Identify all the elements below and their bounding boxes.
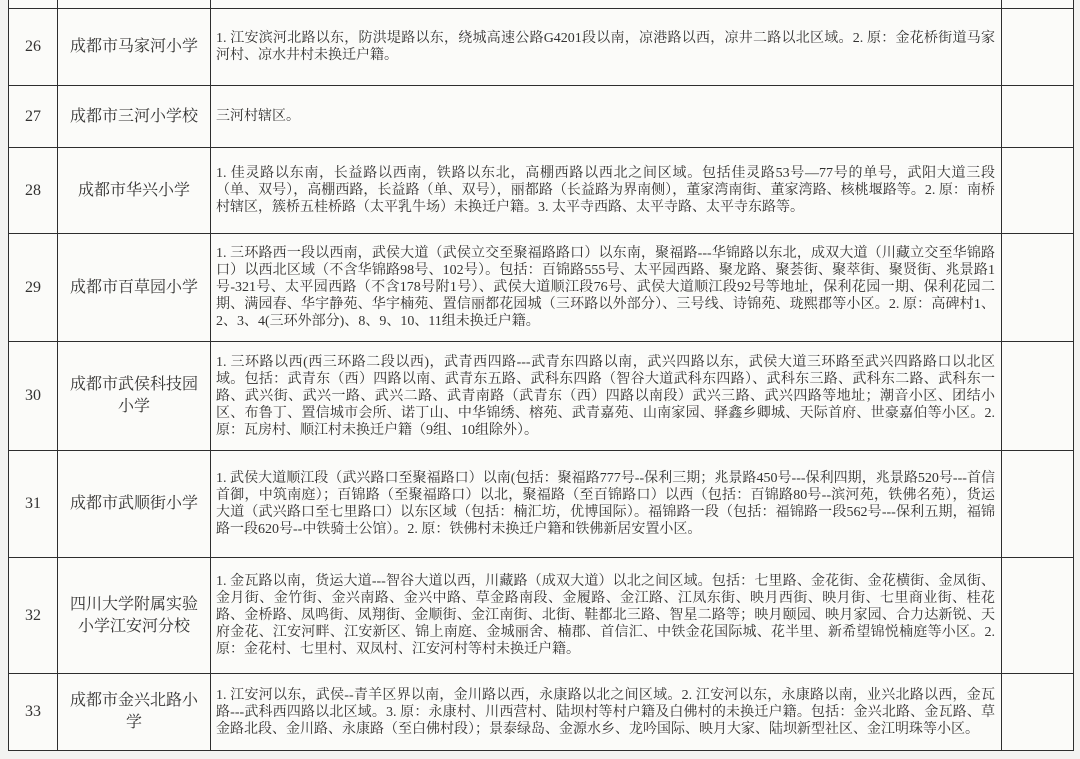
district-description: 1. 三环路以西(西三环路二段以西)，武青西四路---武青东四路以南，武兴四路以东，武侯大道三环路至武兴四路路口以北区域。包括：武青东（西）四路以南、武青东五路、武科东四路（智谷大道武科东四路）、武科东三路、武科东二路、武科东一路、武兴街、武兴一路、武兴二路、武青南路（武青东（西）四路以南段）武兴三路、武兴四路等地址；潮音小区、团结小区、布鲁丁、置信城市会所、诺丁山、中华锦绣、榕苑、武青嘉苑、山南家园、驿鑫乡卿城、天际首府、世豪嘉伯等小区。2. 原：瓦房村、顺江村未换迁户籍（9组、10组除外）。 <box>211 342 1002 451</box>
school-name: 成都市华兴小学 <box>58 148 211 234</box>
note-cell <box>1002 451 1074 558</box>
row-number: 32 <box>9 558 58 674</box>
note-cell <box>1002 9 1074 86</box>
table-row <box>9 674 1074 751</box>
table-row <box>9 86 1074 148</box>
table-row <box>9 451 1074 558</box>
row-number: 30 <box>9 342 58 451</box>
school-district-table <box>8 0 1074 751</box>
cut-off-cell <box>211 0 1002 9</box>
school-name: 四川大学附属实验小学江安河分校 <box>58 558 211 674</box>
cut-off-cell <box>58 0 211 9</box>
row-number: 28 <box>9 148 58 234</box>
table-row <box>9 234 1074 342</box>
note-cell <box>1002 148 1074 234</box>
district-description: 1. 三环路西一段以西南，武侯大道（武侯立交至聚福路路口）以东南，聚福路---华锦路以东北，成双大道（川藏立交至华锦路口）以西北区域（不含华锦路98号、102号）。包括：百锦路555号、太平园西路、聚龙路、聚荟街、聚萃街、聚贤街、兆景路1号-321号、太平园西路（不含178号附1号）、武侯大道顺江段76号、武侯大道顺江段92号等地址，保利花园一期、保利花园二期、满园春、华宇静苑、华宇楠苑、置信丽都花园城（三环路以外部分）、三号线、诗锦苑、珑熙郡等小区。2. 原：高碑村1、2、3、4(三环外部分)、8、9、10、11组未换迁户籍。 <box>211 234 1002 342</box>
district-description: 1. 武侯大道顺江段（武兴路口至聚福路口）以南(包括：聚福路777号--保利三期；兆景路450号---保利四期，兆景路520号---首信首御，中筑南庭）；百锦路（至聚福路口）以北，聚福路（至百锦路口）以西（包括：百锦路80号--滨河苑，铁佛名苑），货运大道（武兴路口至七里路口）以东区域（包括：楠汇坊，优博国际）。福锦路一段（包括：福锦路一段562号---保利五期，福锦路一段620号--中铁骑士公馆）。2. 原：铁佛村未换迁户籍和铁佛新居安置小区。 <box>211 451 1002 558</box>
school-name: 成都市金兴北路小学 <box>58 674 211 751</box>
district-description: 1. 江安滨河北路以东，防洪堤路以东，绕城高速公路G4201段以南，凉港路以西，凉井二路以北区域。2. 原：金花桥街道马家河村、凉水井村未换迁户籍。 <box>211 9 1002 86</box>
school-name: 成都市马家河小学 <box>58 9 211 86</box>
note-cell <box>1002 342 1074 451</box>
row-number: 33 <box>9 674 58 751</box>
table-row <box>9 9 1074 86</box>
row-number: 26 <box>9 9 58 86</box>
row-number: 27 <box>9 86 58 148</box>
row-number: 31 <box>9 451 58 558</box>
district-description: 三河村辖区。 <box>211 86 1002 148</box>
school-name: 成都市武侯科技园小学 <box>58 342 211 451</box>
table-row <box>9 342 1074 451</box>
note-cell <box>1002 86 1074 148</box>
row-number: 29 <box>9 234 58 342</box>
cut-off-cell <box>9 0 58 9</box>
table-row <box>9 148 1074 234</box>
cut-off-cell <box>1002 0 1074 9</box>
district-description: 1. 金瓦路以南，货运大道---智谷大道以西，川藏路（成双大道）以北之间区域。包括：七里路、金花街、金花横街、金凤街、金月街、金竹街、金兴南路、金兴中路、草金路南段、金履路、金江路、江凤东街、映月西街、映月街、七里商业街、桂花路、金桥路、凤鸣街、凤翔街、金顺街、金江南街、北街、鞋都北三路、智星二路等；映月颐园、映月家园、合力达新锐、天府金花、江安河畔、江安新区、锦上南庭、金城丽舍、楠郡、首信汇、中铁金花国际城、花半里、新希望锦悦楠庭等小区。2. 原：金花村、七里村、双凤村、江安河村等村未换迁户籍。 <box>211 558 1002 674</box>
school-name: 成都市百草园小学 <box>58 234 211 342</box>
note-cell <box>1002 674 1074 751</box>
school-name: 成都市武顺街小学 <box>58 451 211 558</box>
cut-off-row <box>9 0 1074 9</box>
district-description: 1. 江安河以东，武侯--青羊区界以南，金川路以西，永康路以北之间区域。2. 江安河以东，永康路以南，业兴北路以西，金瓦路---武科西四路以北区域。3. 原：永康村、川西营村、陆坝村等村户籍及白佛村的未换迁户籍。包括：金兴北路、金瓦路、草金路北段、金川路、永康路（至白佛村段）；景泰绿岛、金源水乡、龙吟国际、映月大家、陆坝新型社区、金江明珠等小区。 <box>211 674 1002 751</box>
note-cell <box>1002 234 1074 342</box>
table-row <box>9 558 1074 674</box>
district-description: 1. 佳灵路以东南，长益路以西南，铁路以东北，高棚西路以西北之间区域。包括佳灵路53号—77号的单号，武阳大道三段（单、双号），高棚西路，长益路（单、双号），丽都路（长益路为界南侧），董家湾南街、董家湾路、核桃堰路等。2. 原：南桥村辖区，簇桥五桂桥路（太平乳牛场）未换迁户籍。3. 太平寺西路、太平寺路、太平寺东路等。 <box>211 148 1002 234</box>
note-cell <box>1002 558 1074 674</box>
school-name: 成都市三河小学校 <box>58 86 211 148</box>
